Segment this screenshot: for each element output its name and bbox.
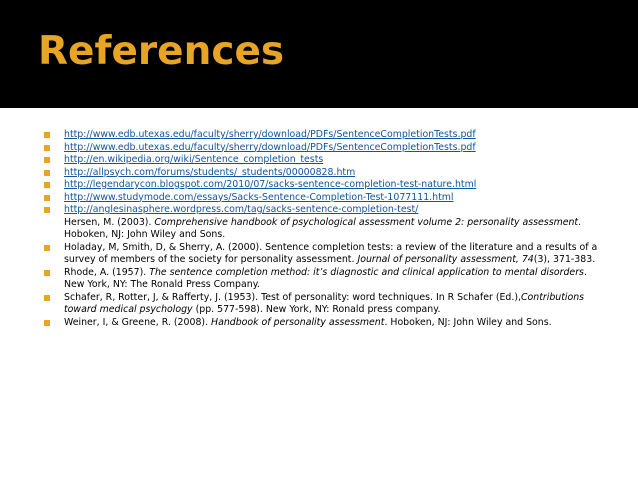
slide-title: References	[38, 29, 285, 74]
citation-text: . New York, NY: The Ronald Press Company.	[64, 266, 587, 290]
citation-text: (3), 371-383.	[533, 254, 596, 265]
citation-title: Handbook of personality assessment	[211, 316, 385, 328]
reference-item	[44, 142, 604, 155]
citation-journal: Journal of personality assessment, 74	[357, 254, 534, 265]
reference-item	[44, 154, 604, 167]
square-bullet-icon	[44, 195, 50, 201]
citation-text: Hersen, M. (2003).	[64, 216, 155, 228]
hersen-citation	[64, 217, 604, 242]
reference-item	[44, 204, 604, 242]
reference-item	[44, 317, 604, 330]
reference-item	[44, 242, 604, 267]
square-bullet-icon	[44, 145, 50, 151]
square-bullet-icon	[44, 270, 50, 276]
citation-text: Weiner, I, & Greene, R. (2008).	[64, 316, 212, 328]
reference-item	[44, 167, 604, 180]
square-bullet-icon	[44, 245, 50, 251]
citation-title: Comprehensive handbook of psychological assessment volume 2: personality assessment	[154, 216, 579, 228]
square-bullet-icon	[44, 207, 50, 213]
square-bullet-icon	[44, 157, 50, 163]
reference-link[interactable]: http://anglesinasphere.wordpress.com/tag/sacks-sentence-completion-test/	[64, 204, 419, 215]
citation-text: Schafer, R, Rotter, J, & Rafferty, J. (1953). Test of personality: word techniques. In R Schafer (Ed.),	[64, 291, 521, 303]
reference-item	[44, 179, 604, 192]
reference-item	[44, 192, 604, 205]
reference-item	[44, 129, 604, 142]
citation-text: (pp. 577-598). New York, NY: Ronald press company.	[192, 304, 441, 315]
reference-item	[44, 292, 604, 317]
square-bullet-icon	[44, 132, 50, 138]
reference-link[interactable]: http://legendarycon.blogspot.com/2010/07/sacks-sentence-completion-test-nature.html	[64, 179, 477, 190]
citation-text: Rhode, A. (1957).	[64, 266, 150, 278]
reference-list	[44, 129, 604, 329]
citation-text: . Hoboken, NJ: John Wiley and Sons.	[384, 316, 552, 328]
reference-link[interactable]: http://www.edb.utexas.edu/faculty/sherry/download/PDFs/SentenceCompletionTests.pdf	[64, 141, 476, 153]
square-bullet-icon	[44, 170, 50, 176]
reference-link[interactable]: http://www.studymode.com/essays/Sacks-Sentence-Completion-Test-1077111.html	[64, 191, 454, 203]
square-bullet-icon	[44, 182, 50, 188]
square-bullet-icon	[44, 320, 50, 326]
reference-link[interactable]: http://allpsych.com/forums/students/_students/00000828.htm	[64, 166, 356, 178]
title-bar	[0, 0, 638, 108]
citation-text: Holaday, M, Smith, D, & Sherry, A. (2000). Sentence completion tests: a review of the literature and a results of a survey of members of the society for personality assessment.	[64, 241, 598, 265]
citation-title: The sentence completion method: it’s diagnostic and clinical application to mental disorders	[149, 266, 584, 278]
reference-item	[44, 267, 604, 292]
citation-title: Contributions toward medical psychology	[64, 291, 585, 315]
citation-text: . Hoboken, NJ: John Wiley and Sons.	[64, 216, 582, 240]
reference-link[interactable]: http://en.wikipedia.org/wiki/Sentence_completion_tests	[64, 154, 324, 165]
reference-link[interactable]: http://www.edb.utexas.edu/faculty/sherry/download/PDFs/SentenceCompletionTests.pdf	[64, 129, 476, 140]
square-bullet-icon	[44, 295, 50, 301]
